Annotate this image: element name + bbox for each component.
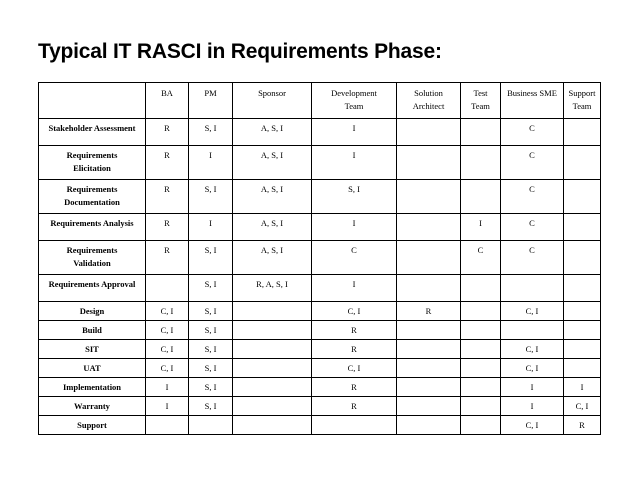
table-row-implementation (39, 378, 601, 397)
row-label: Requirements Analysis (39, 214, 146, 241)
cell-pm: S, I (189, 340, 233, 359)
cell-pm (189, 416, 233, 435)
cell-ba: C, I (146, 321, 189, 340)
cell-pm: S, I (189, 397, 233, 416)
cell-ba: R (146, 146, 189, 180)
cell-test-team: C (461, 241, 501, 275)
cell-sponsor: A, S, I (233, 214, 312, 241)
cell-solution-architect (397, 397, 461, 416)
cell-solution-architect (397, 275, 461, 302)
table-row-requirements-approval (39, 275, 601, 302)
cell-development-team: I (312, 119, 397, 146)
row-label: Support (39, 416, 146, 435)
cell-development-team (312, 416, 397, 435)
cell-pm: S, I (189, 180, 233, 214)
cell-pm: S, I (189, 119, 233, 146)
cell-business-sme: C, I (501, 340, 564, 359)
cell-sponsor: A, S, I (233, 146, 312, 180)
row-label: Implementation (39, 378, 146, 397)
cell-sponsor (233, 321, 312, 340)
row-label: Build (39, 321, 146, 340)
header-cell-corner (39, 83, 146, 119)
cell-support-team (564, 275, 601, 302)
cell-business-sme: C, I (501, 302, 564, 321)
cell-test-team (461, 378, 501, 397)
cell-ba: R (146, 214, 189, 241)
cell-support-team (564, 146, 601, 180)
cell-development-team: R (312, 378, 397, 397)
header-cell-pm: PM (189, 83, 233, 119)
cell-development-team: R (312, 397, 397, 416)
cell-business-sme (501, 275, 564, 302)
cell-solution-architect (397, 340, 461, 359)
cell-business-sme: C (501, 180, 564, 214)
table-row-requirements-elicitation (39, 146, 601, 180)
table-row-stakeholder-assessment (39, 119, 601, 146)
table-row-build (39, 321, 601, 340)
cell-support-team (564, 214, 601, 241)
cell-development-team: R (312, 340, 397, 359)
cell-pm: S, I (189, 275, 233, 302)
cell-test-team (461, 275, 501, 302)
header-cell-ba: BA (146, 83, 189, 119)
table-row-requirements-analysis (39, 214, 601, 241)
cell-ba: I (146, 378, 189, 397)
cell-solution-architect (397, 378, 461, 397)
cell-development-team: C, I (312, 359, 397, 378)
cell-ba: C, I (146, 302, 189, 321)
table-row-requirements-validation (39, 241, 601, 275)
cell-test-team (461, 146, 501, 180)
cell-business-sme: I (501, 397, 564, 416)
cell-ba: R (146, 180, 189, 214)
cell-development-team: C, I (312, 302, 397, 321)
cell-sponsor: A, S, I (233, 241, 312, 275)
cell-test-team (461, 321, 501, 340)
header-cell-development-team: Development Team (312, 83, 397, 119)
cell-solution-architect (397, 146, 461, 180)
cell-pm: S, I (189, 302, 233, 321)
cell-sponsor (233, 302, 312, 321)
cell-sponsor: A, S, I (233, 180, 312, 214)
row-label: Requirements Documentation (39, 180, 146, 214)
table-row-support (39, 416, 601, 435)
cell-development-team: I (312, 146, 397, 180)
cell-ba (146, 275, 189, 302)
cell-solution-architect (397, 359, 461, 378)
header-cell-solution-architect: Solution Architect (397, 83, 461, 119)
table-row-sit (39, 340, 601, 359)
cell-pm: S, I (189, 359, 233, 378)
cell-support-team (564, 180, 601, 214)
cell-sponsor: A, S, I (233, 119, 312, 146)
row-label: SIT (39, 340, 146, 359)
cell-business-sme (501, 321, 564, 340)
cell-sponsor (233, 359, 312, 378)
row-label: Warranty (39, 397, 146, 416)
cell-ba: C, I (146, 359, 189, 378)
cell-business-sme: I (501, 378, 564, 397)
cell-sponsor (233, 416, 312, 435)
cell-solution-architect (397, 321, 461, 340)
cell-sponsor: R, A, S, I (233, 275, 312, 302)
cell-business-sme: C (501, 146, 564, 180)
table-row-warranty (39, 397, 601, 416)
page-title: Typical IT RASCI in Requirements Phase: (38, 40, 442, 63)
cell-sponsor (233, 340, 312, 359)
row-label: Design (39, 302, 146, 321)
row-label: Requirements Approval (39, 275, 146, 302)
cell-test-team (461, 359, 501, 378)
cell-solution-architect (397, 416, 461, 435)
cell-support-team (564, 241, 601, 275)
cell-solution-architect (397, 180, 461, 214)
cell-ba: R (146, 119, 189, 146)
cell-support-team (564, 302, 601, 321)
header-cell-support-team: Support Team (564, 83, 601, 119)
cell-development-team: S, I (312, 180, 397, 214)
table-row-requirements-documentation (39, 180, 601, 214)
cell-pm: S, I (189, 241, 233, 275)
cell-test-team (461, 397, 501, 416)
cell-pm: I (189, 146, 233, 180)
cell-test-team (461, 119, 501, 146)
cell-business-sme: C (501, 119, 564, 146)
cell-business-sme: C, I (501, 359, 564, 378)
header-cell-business-sme: Business SME (501, 83, 564, 119)
cell-test-team (461, 302, 501, 321)
cell-ba (146, 416, 189, 435)
cell-sponsor (233, 378, 312, 397)
row-label: UAT (39, 359, 146, 378)
cell-development-team: I (312, 275, 397, 302)
row-label: Requirements Elicitation (39, 146, 146, 180)
cell-support-team (564, 119, 601, 146)
cell-support-team: R (564, 416, 601, 435)
cell-development-team: C (312, 241, 397, 275)
cell-ba: I (146, 397, 189, 416)
cell-pm: S, I (189, 321, 233, 340)
table-row-design (39, 302, 601, 321)
cell-business-sme: C (501, 241, 564, 275)
header-row (39, 83, 601, 119)
cell-sponsor (233, 397, 312, 416)
cell-business-sme: C (501, 214, 564, 241)
header-cell-sponsor: Sponsor (233, 83, 312, 119)
cell-support-team: I (564, 378, 601, 397)
cell-test-team (461, 340, 501, 359)
header-cell-test-team: Test Team (461, 83, 501, 119)
row-label: Requirements Validation (39, 241, 146, 275)
cell-solution-architect: R (397, 302, 461, 321)
cell-development-team: R (312, 321, 397, 340)
row-label: Stakeholder Assessment (39, 119, 146, 146)
cell-solution-architect (397, 241, 461, 275)
cell-solution-architect (397, 119, 461, 146)
rasci-table (38, 82, 601, 435)
cell-pm: S, I (189, 378, 233, 397)
cell-support-team (564, 321, 601, 340)
cell-support-team: C, I (564, 397, 601, 416)
table-row-uat (39, 359, 601, 378)
cell-test-team: I (461, 214, 501, 241)
cell-test-team (461, 416, 501, 435)
cell-pm: I (189, 214, 233, 241)
cell-development-team: I (312, 214, 397, 241)
cell-test-team (461, 180, 501, 214)
cell-support-team (564, 359, 601, 378)
cell-ba: R (146, 241, 189, 275)
cell-solution-architect (397, 214, 461, 241)
cell-ba: C, I (146, 340, 189, 359)
cell-support-team (564, 340, 601, 359)
cell-business-sme: C, I (501, 416, 564, 435)
